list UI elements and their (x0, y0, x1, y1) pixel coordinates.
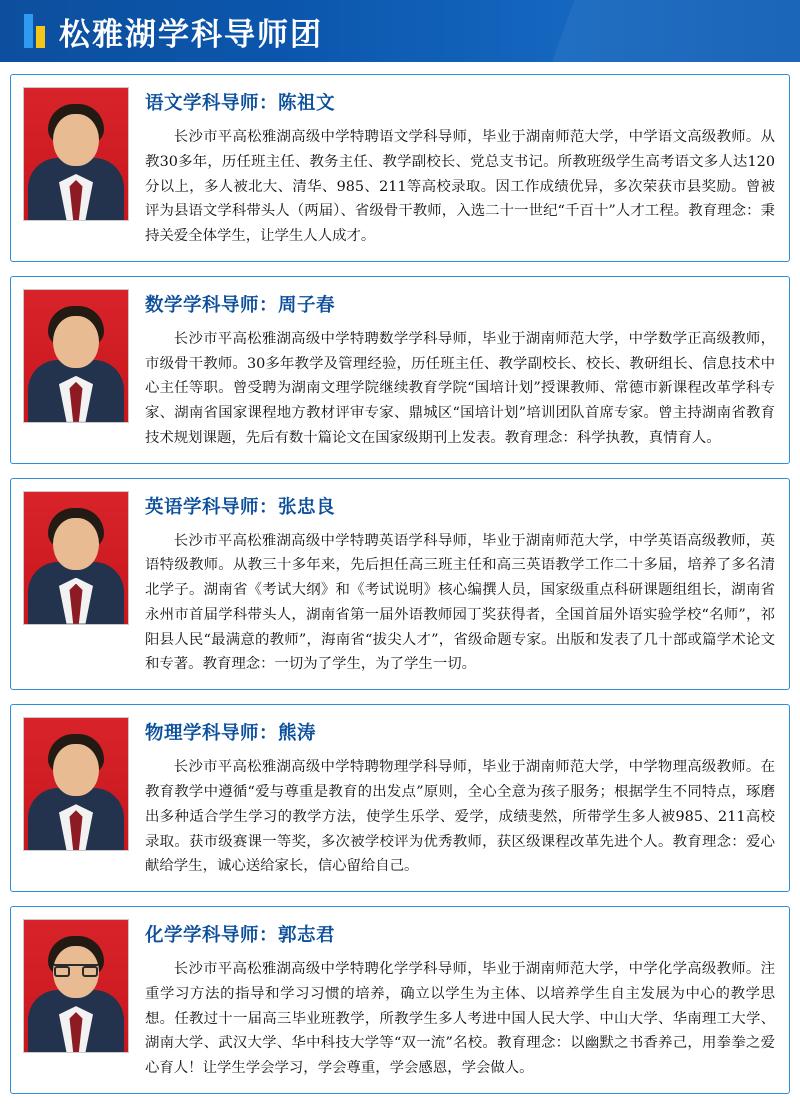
mentor-list (0, 62, 800, 1094)
portrait-face-shape (53, 744, 99, 796)
mentor-bio-text: 长沙市平高松雅湖高级中学特聘物理学科导师，毕业于湖南师范大学，中学物理高级教师。在教育教学中遵循“爱与尊重是教育的出发点”原则，全心全意为孩子服务；根据学生不同特点，琢磨出多种适合学生学习的教学方法，使学生乐学、爱学，成绩斐然，所带学生多人被985、211高校录取。获市级赛课一等奖，多次被学校评为优秀教师，获区级课程改革先进个人。教育理念：爱心献给学生，诚心送给家长，信心留给自己。 (145, 759, 775, 875)
header-accent-marks (24, 14, 45, 48)
mentor-name-title: 英语学科导师：张忠良 (145, 496, 336, 518)
mentor-card-body (145, 87, 775, 249)
portrait-face-shape (53, 518, 99, 570)
mentor-name-title: 物理学科导师：熊涛 (145, 723, 317, 745)
page-header (0, 0, 800, 62)
mentor-card-body (145, 919, 775, 1081)
accent-bar-blue-icon (24, 14, 33, 48)
mentor-bio-text: 长沙市平高松雅湖高级中学特聘英语学科导师，毕业于湖南师范大学，中学英语高级教师，英语特级教师。从教三十多年来，先后担任高三班主任和高三英语教学工作二十多届，培养了多名清北学子。湖南省《考试大纲》和《考试说明》核心编撰人员，国家级重点科研课题组组长，湖南省永州市首届学科带头人，湖南省第一届外语教师园丁奖获得者，全国首届外语实验学校“名师”，祁阳县人民“最满意的教师”，海南省“拔尖人才”，省级命题专家。出版和发表了几十部或篇学术论文和专著。教育理念：一切为了学生，为了学生一切。 (145, 532, 775, 673)
mentor-portrait-photo (23, 717, 129, 851)
mentor-bio-text: 长沙市平高松雅湖高级中学特聘语文学科导师，毕业于湖南师范大学，中学语文高级教师。从教30多年，历任班主任、教务主任、教学副校长、党总支书记。所教班级学生高考语文多人达120分以上，多人被北大、清华、985、211等高校录取。因工作成绩优异，多次荣获市县奖励。曾被评为县语文学科带头人（两届）、省级骨干教师，入选二十一世纪“千百十”人才工程。教育理念：秉持关爱全体学生，让学生人人成才。 (145, 129, 775, 245)
accent-bar-yellow-icon (36, 26, 45, 48)
mentor-name-title: 语文学科导师：陈祖文 (145, 93, 336, 114)
portrait-face-shape (53, 316, 99, 368)
mentor-card-body (145, 717, 775, 879)
mentor-card-body (145, 289, 775, 451)
mentor-bio-text: 长沙市平高松雅湖高级中学特聘数学学科导师，毕业于湖南师范大学，中学数学正高级教师，市级骨干教师。30多年教学及管理经验，历任班主任、教学副校长、校长、教研组长、信息技术中心主任等职。曾受聘为湖南文理学院继续教育学院“国培计划”授课教师、常德市新课程改革学科专家、湖南省国家课程地方教材评审专家、鼎城区“国培计划”培训团队首席专家。曾主持湖南省教育技术规划课题，先后有数十篇论文在国家级期刊上发表。教育理念：科学执教，真情育人。 (145, 330, 775, 446)
portrait-glasses-icon (54, 964, 98, 975)
mentor-portrait-photo (23, 87, 129, 221)
mentor-bio-text: 长沙市平高松雅湖高级中学特聘化学学科导师，毕业于湖南师范大学，中学化学高级教师。注重学习方法的指导和学习习惯的培养，确立以学生为主体、以培养学生自主发展为中心的教学思想。任教过十一届高三毕业班教学，所教学生多人考进中国人民大学、中山大学、华南理工大学、湖南大学、武汉大学、华中科技大学等“双一流”名校。教育理念：以幽默之书香养己，用拳拳之爱心育人！让学生学会学习，学会尊重，学会感恩，学会做人。 (145, 961, 775, 1077)
mentor-portrait-photo (23, 919, 129, 1053)
mentor-card-body (145, 491, 775, 678)
mentor-card (10, 704, 790, 892)
mentor-portrait-photo (23, 289, 129, 423)
page-title: 松雅湖学科导师团 (59, 16, 323, 53)
mentor-card (10, 478, 790, 691)
mentor-card (10, 276, 790, 464)
mentor-name-title: 数学学科导师：周子春 (145, 294, 336, 316)
mentor-card (10, 906, 790, 1094)
mentor-portrait-photo (23, 491, 129, 625)
portrait-face-shape (53, 114, 99, 166)
mentor-card (10, 74, 790, 262)
mentor-name-title: 化学学科导师：郭志君 (145, 925, 336, 947)
